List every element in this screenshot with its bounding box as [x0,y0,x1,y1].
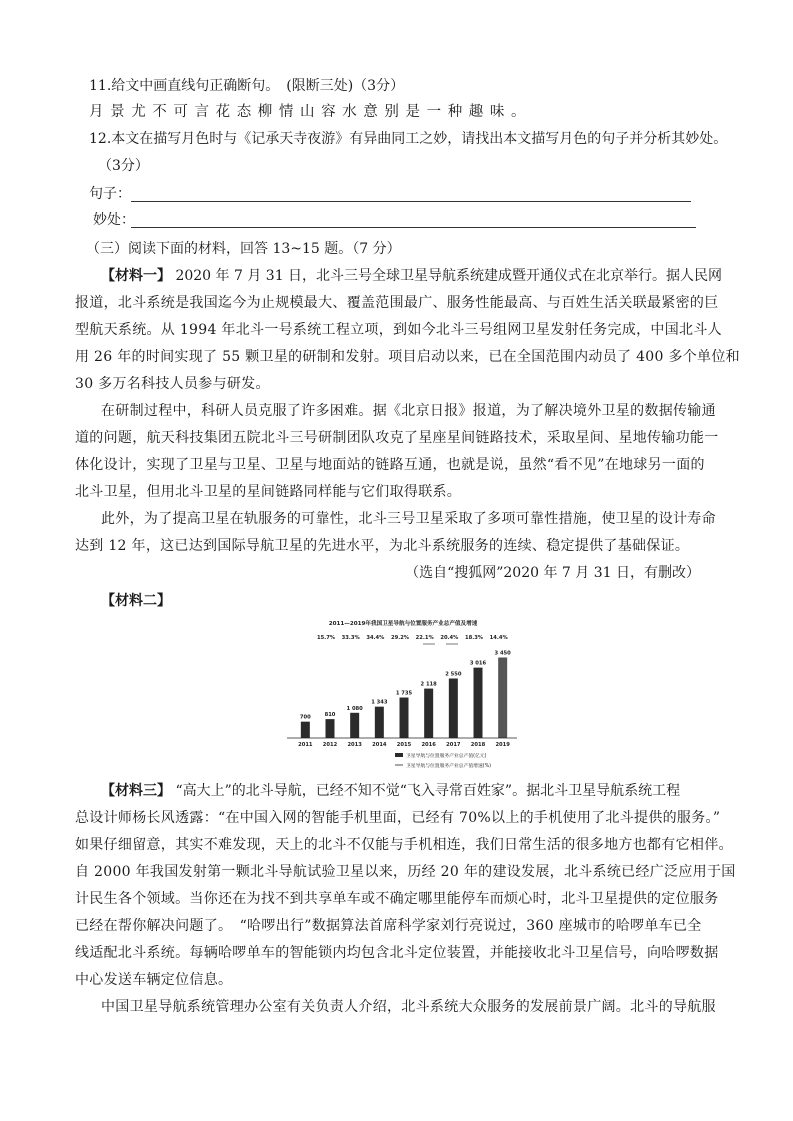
value-label-2016: 2 118 [420,681,437,688]
bar-2015 [400,698,409,738]
q12-effect-answer-line[interactable] [131,227,696,228]
material3-paragraph1-line3: 如果仔细留意，其实不难发现，天上的北斗不仅能与手机相连，我们日常生活的很多地方也都有它相伴。 [75,837,733,853]
material1-paragraph2-line3: 体化设计，实现了卫星与卫星、卫星与地面站的链路互通，也就是说，虽然“看不见”在地球另一面的 [75,457,705,473]
x-tick-2011: 2011 [298,742,313,748]
growth-label-2016: 22.1% [415,635,434,641]
q11-sentence: 月景尤不可言花态柳情山容水意别是一种趣味。 [89,104,533,120]
bar-2013 [350,713,359,738]
value-label-2017: 2 550 [445,671,462,678]
growth-label-2019: 14.4% [489,635,508,641]
material1-label: 【材料一】 [101,268,171,284]
material1-paragraph3-line1: 此外，为了提高卫星在轨服务的可靠性，北斗三号卫星采取了多项可靠性措施，使卫星的设计寿命 [101,511,716,527]
growth-label-2014: 34.4% [366,635,385,641]
bar-2017 [449,679,458,739]
legend-growth-label: 卫星导航与位置服务产业总产值增速(%) [406,764,492,769]
growth-label-2012: 15.7% [317,635,335,641]
q12-effect-label: 妙处： [93,212,135,228]
material1-paragraph1-line1: 【材料一】 2020 年 7 月 31 日，北斗三号全球卫星导航系统建成暨开通仪式在北京举行。据人民网 [101,268,723,284]
material3-paragraph1-line1: 【材料三】 “高大上”的北斗导航，已经不知不觉“飞入寻常百姓家”。据北斗卫星导航系统工程 [101,783,681,799]
material1-paragraph3-line2: 达到 12 年，这已达到国际导航卫星的先进水平，为北斗系统服务的连续、稳定提供了基础保证。 [75,538,690,554]
bar-2012 [326,719,335,738]
growth-label-2013: 33.3% [341,635,360,641]
x-tick-2018: 2018 [470,742,486,748]
x-tick-2013: 2013 [347,742,362,748]
bar-2016 [424,689,433,738]
x-tick-2016: 2016 [421,742,436,748]
material1-paragraph2-line2: 道的问题，航天科技集团五院北斗三号研制团队攻克了星座星间链路技术，采取星间、星地传输功能一 [75,430,719,446]
x-tick-2015: 2015 [396,742,412,748]
material1-paragraph2-line4: 北斗卫星，但用北斗卫星的星间链路同样能与它们取得联系。 [75,484,462,500]
material3-paragraph1-line8: 中心发送车辆定位信息。 [75,972,233,988]
material3-label: 【材料三】 [101,783,171,799]
industry-output-bar-chart [283,617,523,775]
x-tick-labels [298,742,510,748]
growth-label-2017: 20.4% [440,635,459,641]
material1-paragraph1-line4: 用 26 年的时间实现了 55 颗卫星的研制和发射。项目启动以来，已在全国范围内动员了 400 多个单位和 [75,349,740,365]
value-label-2013: 1 080 [346,705,363,712]
q12-sentence-label: 句子： [89,186,131,202]
growth-label-2018: 18.3% [465,635,483,641]
legend-bar-label: 卫星导航与位置服务产业总产值(亿元) [406,754,487,759]
q12-prompt: 12.本文在描写月色时与《记承天寺夜游》有异曲同工之妙，请找出本文描写月色的句子并分析其妙处。 [89,131,728,147]
material1-paragraph1-line5: 30 多万名科技人员参与研发。 [75,376,270,392]
legend-bar-swatch [395,753,403,757]
value-label-2014: 1 343 [371,699,388,706]
growth-labels [317,635,508,644]
material3-paragraph1-line6: 已经在帮你解决问题了。 “哈啰出行”数据算法首席科学家刘行亮说过，360 座城市的哈啰单车已全 [75,918,702,934]
material3-paragraph2-line1: 中国卫星导航系统管理办公室有关负责人介绍，北斗系统大众服务的发展前景广阔。北斗的导航服 [101,999,716,1015]
bar-2019 [498,658,507,739]
material3-paragraph1-line5: 计民生各个领域。当你还在为找不到共享单车或不确定哪里能停车而烦心时，北斗卫星提供的定位服务 [75,891,719,907]
material2-label: 【材料二】 [101,593,171,609]
material3-paragraph1-line7: 线适配北斗系统。每辆哈啰单车的智能锁内均包含北斗定位装置，并能接收北斗卫星信号，向哈啰数据 [75,945,719,961]
material1-source: （选自“搜狐网”2020 年 7 月 31 日，有删改） [405,565,700,581]
material1-paragraph1-line2: 报道，北斗系统是我国迄今为止规模最大、覆盖范围最广、服务性能最高、与百姓生活关联最紧密的巨 [75,295,719,311]
x-tick-2017: 2017 [446,742,461,748]
bars [301,658,507,739]
material1-paragraph1-line3: 型航天系统。从 1994 年北斗一号系统工程立项，到如今北斗三号组网卫星发射任务完成，中国北斗人 [75,322,722,338]
value-label-2018: 3 016 [469,660,487,667]
material1-paragraph2-line1: 在研制过程中，科研人员克服了许多困难。据《北京日报》报道，为了解决境外卫星的数据传输通 [101,403,716,419]
x-tick-2019: 2019 [495,742,510,748]
growth-label-2015: 29.2% [391,635,409,641]
section3-title: （三）阅读下面的材料，回答 13~15 题。（7 分） [86,241,401,257]
q11-prompt: 11.给文中画直线句正确断句。 (限断三处)（3分） [89,78,405,94]
x-tick-2014: 2014 [372,742,387,748]
value-label-2015: 1 735 [395,690,413,697]
bar-2018 [474,668,483,738]
value-label-2011: 700 [299,714,311,721]
value-label-2019: 3 450 [494,650,511,657]
x-tick-2012: 2012 [322,742,338,748]
chart-title: 2011—2019年我国卫星导航与位置服务产业总产值及增速 [328,621,478,627]
value-label-2012: 810 [324,712,336,719]
bar-2014 [375,707,384,738]
legend [395,752,491,769]
material3-paragraph1-line4: 自 2000 年我国发射第一颗北斗导航试验卫星以来，历经 20 年的建设发展，北斗系统已经广泛应用于国 [75,864,736,880]
bar-2011 [301,722,310,738]
q12-sentence-answer-line[interactable] [131,201,691,202]
material3-paragraph1-line2: 总设计师杨长风透露：“在中国入网的智能手机里面，已经有 70%以上的手机使用了北斗提供的服务。” [75,810,721,826]
q12-points: （3分） [98,158,149,174]
